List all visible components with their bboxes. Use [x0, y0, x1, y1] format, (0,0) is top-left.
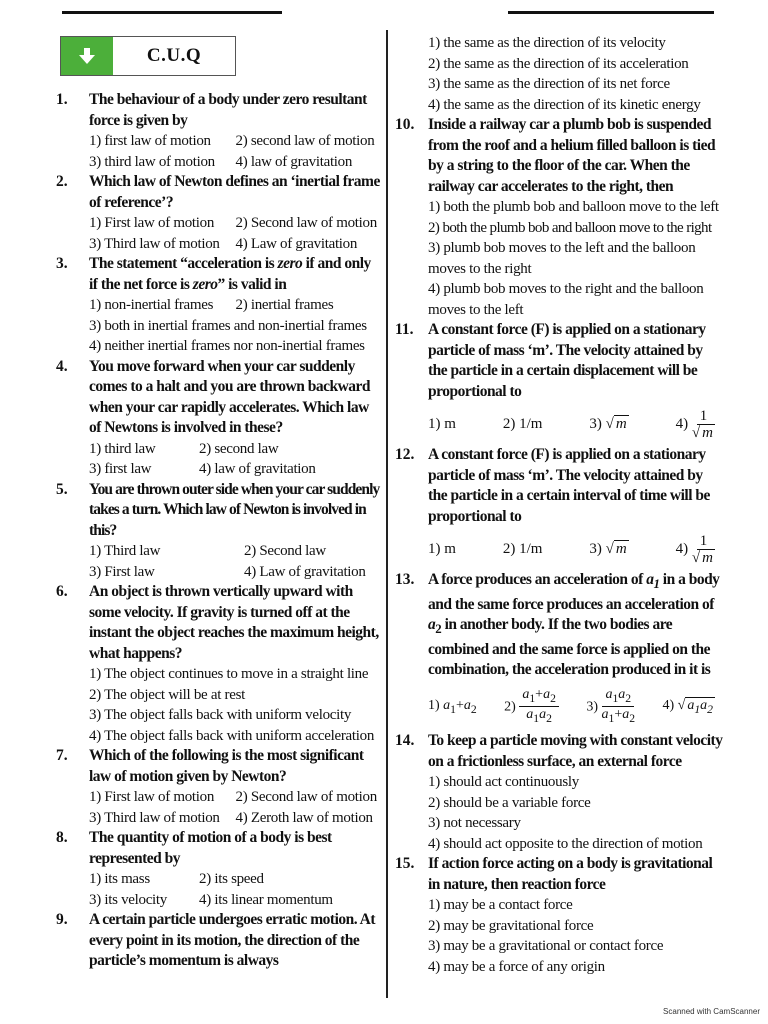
question-number: 2. [56, 173, 68, 190]
option-3: 3) both in inertial frames and non-inertial frames [89, 317, 367, 334]
option-4: 4) neither inertial frames nor non-inertial frames [89, 338, 365, 354]
option-3: 3) may be a gravitational or contact force [428, 938, 664, 955]
option-4: 4) √ $a_1a_2$ [662, 698, 713, 716]
option-4: 4) its linear momentum [199, 891, 333, 908]
right-column [395, 33, 725, 977]
option-3: 3) $\frac{a_1a_2}{a_1+a_2}$ [586, 686, 636, 726]
question-2 [56, 172, 382, 254]
option-2: 2) should be a variable force [428, 794, 591, 811]
question-text: A constant force (F) is applied on a stationary particle of mass ‘m’. The velocity attained by the particle in a certain displacement will be proportional to [428, 321, 706, 400]
option-3: 3) The object falls back with uniform velocity [89, 707, 352, 723]
question-3 [56, 254, 382, 357]
option-3: 3) √ m [589, 541, 627, 557]
option-1: 1) may be a contact force [428, 897, 573, 914]
option-1: 1) First law of motion [89, 215, 215, 231]
option-3: 3) Third law of motion [89, 235, 220, 252]
question-14 [395, 731, 725, 854]
question-11 [395, 320, 725, 445]
question-number: 9. [56, 911, 68, 928]
option-1: 1) m [428, 416, 456, 432]
question-number: 5. [56, 480, 68, 498]
option-4: 4) $\frac{1}{√ m}$ [675, 533, 713, 566]
question-number: 15. [395, 855, 415, 873]
option-2: 2) the same as the direction of its acceleration [428, 55, 689, 72]
option-3: 3) third law of motion [89, 153, 215, 170]
question-text: If action force acting on a body is gravitational in nature, then reaction force [428, 855, 713, 893]
option-3: 3) Third law of motion [89, 809, 220, 826]
question-text: A certain particle undergoes erratic motion. At every point in its motion, the direction of the particle’s momentum is always [89, 911, 375, 969]
option-2: 2) 1/m [502, 541, 543, 557]
option-1: 1) third law [89, 440, 156, 457]
question-text: A force produces an acceleration of $a_1$ in a body and the same force produces an acceleration of $a_2$ in another body. If the two bodies are combined and the same force is applied on the combination, the acceleration produced in it is [428, 571, 720, 679]
question-number: 12. [395, 446, 415, 463]
option-2: 2) Second law [244, 543, 326, 559]
option-2: 2) $\frac{a_1+a_2}{a_1a_2}$ [504, 687, 559, 728]
question-1 [56, 90, 382, 172]
option-1: 1) m [428, 541, 456, 557]
option-4: 4) law of gravitation [235, 153, 353, 170]
option-1: 1) its mass [89, 871, 150, 887]
section-label: C.U.Q [146, 45, 202, 66]
option-3: 3) plumb bob moves to the left and the balloon moves to the right [428, 240, 696, 277]
option-2: 2) The object will be at rest [89, 686, 245, 703]
question-text: An object is thrown vertically upward with some velocity. If gravity is turned off at the instant the object reaches the maximum height, what happens? [89, 583, 379, 662]
question-9-options [395, 33, 725, 115]
option-2: 2) Second law of motion [235, 215, 377, 231]
question-number: 1. [56, 91, 68, 108]
section-header [60, 36, 236, 76]
question-text: You move forward when your car suddenly comes to a halt and you are thrown backward when your car rapidly accelerates. Which law of Newtons is involved in these? [89, 357, 371, 436]
option-1: 1) the same as the direction of its velocity [428, 35, 666, 51]
option-4: 4) plumb bob moves to the right and the balloon moves to the left [428, 281, 704, 318]
question-text: Which of the following is the most significant law of motion given by Newton? [89, 747, 364, 785]
top-rule-left [62, 11, 282, 14]
option-3: 3) √ m [589, 416, 627, 432]
question-12 [395, 445, 725, 570]
question-15 [395, 854, 725, 977]
question-8 [56, 828, 382, 910]
option-4: 4) may be a force of any origin [428, 958, 605, 975]
option-2: 2) inertial frames [235, 297, 334, 313]
question-6 [56, 582, 382, 746]
question-text: The behaviour of a body under zero resultant force is given by [89, 91, 367, 129]
option-3: 3) not necessary [428, 815, 521, 832]
question-number: 7. [56, 747, 68, 764]
option-3: 3) its velocity [89, 891, 167, 908]
question-text: Which law of Newton defines an ‘inertial frame of reference’? [89, 173, 380, 211]
question-number: 10. [395, 116, 415, 133]
left-column [56, 90, 382, 972]
question-number: 6. [56, 583, 68, 600]
options-row [428, 527, 725, 570]
question-10 [395, 115, 725, 320]
option-4: 4) Law of gravitation [235, 235, 358, 252]
question-number: 14. [395, 732, 415, 750]
question-4 [56, 357, 382, 480]
question-text: You are thrown outer side when your car suddenly takes a turn. Which law of Newton is involved in this? [89, 480, 380, 539]
question-number: 4. [56, 357, 68, 375]
option-1: 1) should act continuously [428, 774, 579, 791]
question-text: Inside a railway car a plumb bob is suspended from the roof and a helium filled balloon is tied by a string to the floor of the car. When the railway car accelerates to the right, then [428, 116, 716, 195]
option-4: 4) Law of gravitation [244, 563, 366, 580]
option-1: 1) The object continues to move in a straight line [89, 666, 369, 682]
option-4: 4) The object falls back with uniform acceleration [89, 727, 375, 744]
option-4: 4) the same as the direction of its kinetic energy [428, 96, 701, 113]
option-2: 2) Second law of motion [235, 789, 377, 805]
option-4: 4) $\frac{1}{√ m}$ [675, 408, 713, 441]
question-text: To keep a particle moving with constant velocity on a frictionless surface, an external force [428, 732, 723, 770]
option-4: 4) Zeroth law of motion [235, 809, 373, 826]
question-9 [56, 910, 382, 972]
question-number: 8. [56, 829, 68, 846]
option-3: 3) First law [89, 563, 155, 580]
option-1: 1) first law of motion [89, 133, 211, 149]
scanner-watermark: Scanned with CamScanner [663, 1007, 760, 1016]
question-number: 3. [56, 255, 68, 272]
options-row [428, 402, 725, 445]
top-rule-right [508, 11, 714, 14]
question-number: 13. [395, 571, 415, 588]
option-3: 3) the same as the direction of its net force [428, 76, 670, 92]
option-2: 2) may be gravitational force [428, 917, 594, 934]
option-4: 4) law of gravitation [199, 461, 316, 477]
option-2: 2) second law of motion [235, 133, 375, 149]
question-5 [56, 480, 382, 583]
option-1: 1) $a_1+a_2$ [428, 698, 477, 716]
option-1: 1) both the plumb bob and balloon move to the left [428, 199, 719, 215]
option-3: 3) first law [89, 461, 152, 477]
option-1: 1) Third law [89, 543, 161, 559]
question-number: 11. [395, 321, 414, 338]
option-2: 2) both the plumb bob and balloon move to the right [428, 219, 712, 236]
question-7 [56, 746, 382, 828]
download-arrow-icon [61, 37, 113, 75]
options-row [428, 681, 725, 732]
question-13 [395, 570, 725, 731]
question-text: The quantity of motion of a body is best represented by [89, 829, 332, 867]
option-2: 2) 1/m [502, 416, 543, 432]
option-4: 4) should act opposite to the direction of motion [428, 835, 703, 852]
option-2: 2) its speed [199, 871, 264, 887]
question-text: The statement “acceleration is zero if and only if the net force is zero” is valid in [89, 255, 371, 293]
option-1: 1) First law of motion [89, 789, 215, 805]
option-1: 1) non-inertial frames [89, 297, 214, 313]
column-divider [386, 30, 388, 998]
question-text: A constant force (F) is applied on a stationary particle of mass ‘m’. The velocity attained by the particle in a certain interval of time will be proportional to [428, 446, 710, 525]
option-2: 2) second law [199, 440, 279, 457]
